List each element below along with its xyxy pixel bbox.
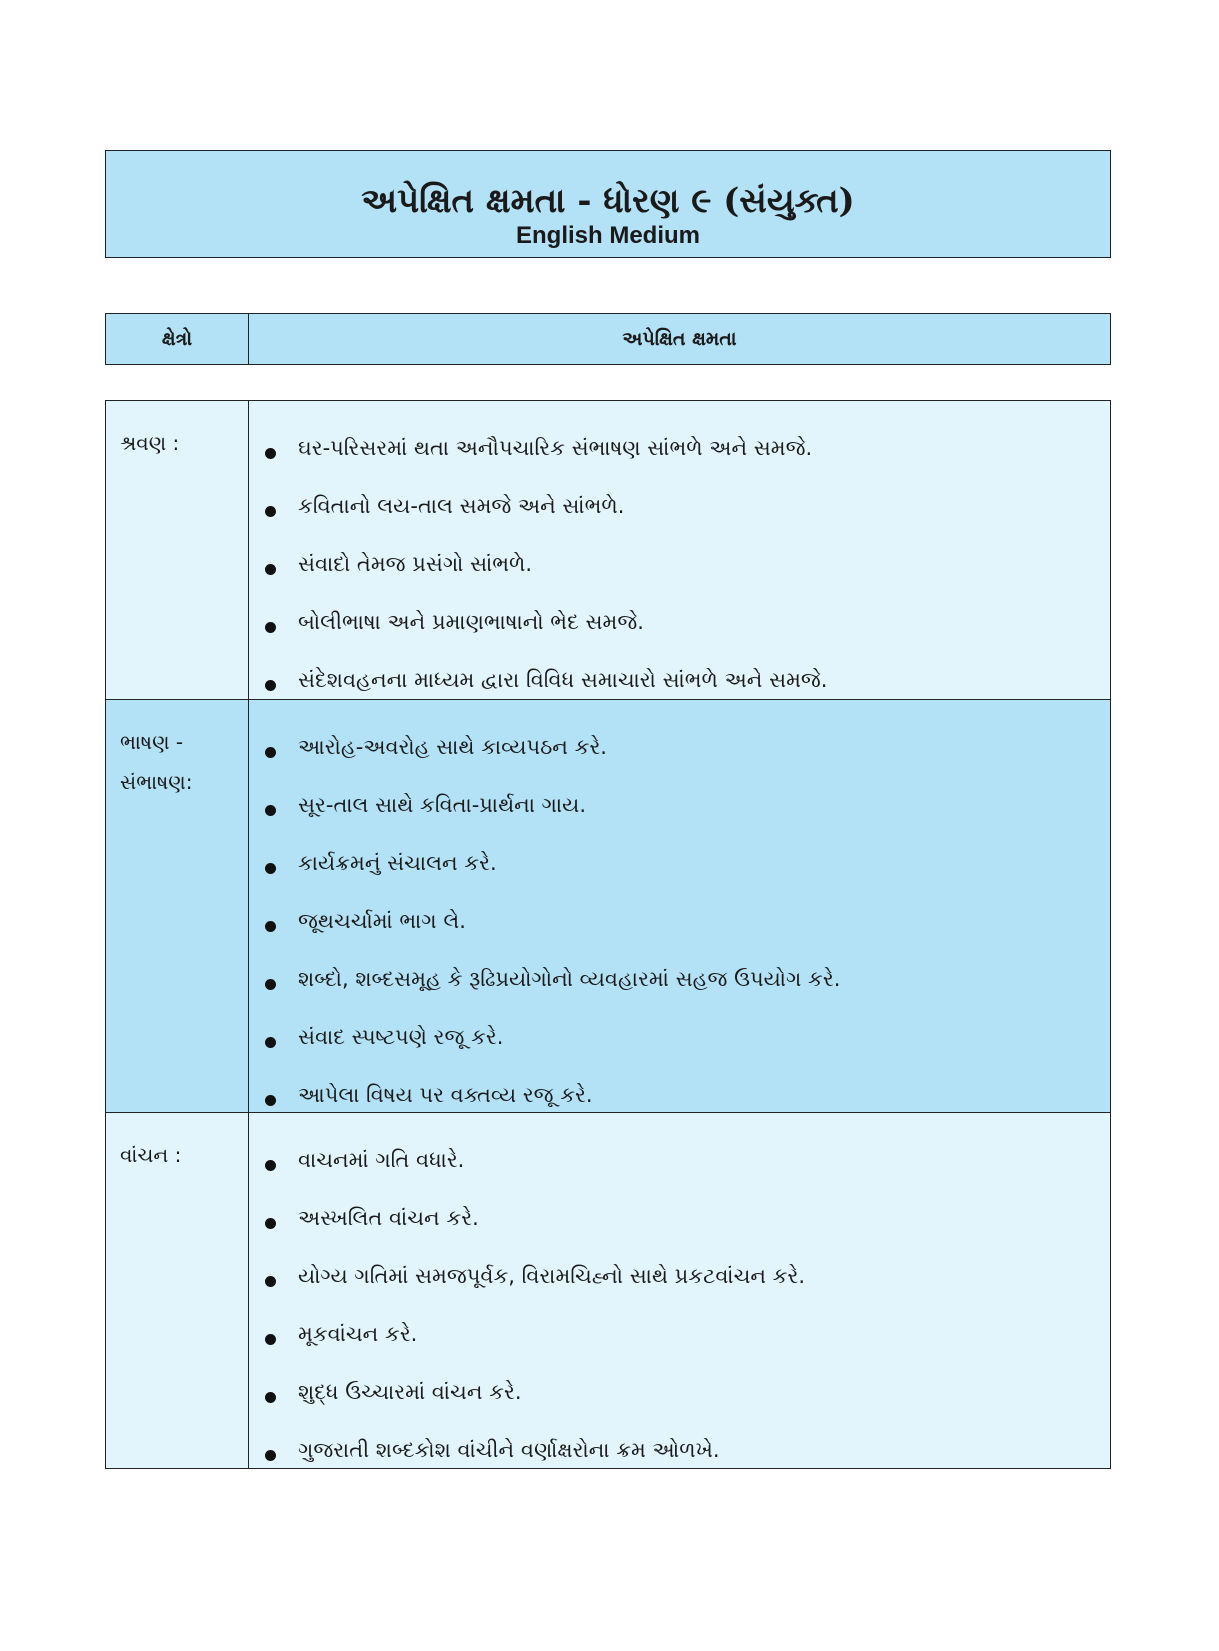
bullet-icon: [265, 1334, 276, 1345]
title-box: [105, 150, 1111, 258]
list-item: [265, 950, 1110, 1008]
list-item: [265, 419, 1110, 477]
items-cell: [249, 1113, 1110, 1468]
bullet-icon: [265, 1037, 276, 1048]
list-item: [265, 892, 1110, 950]
list-item: [265, 1131, 1110, 1189]
area-cell: [106, 700, 249, 1112]
item-text: ઘર-પરિસરમાં થતા અનૌપચારિક સંભાષણ સાંભળે અને સમજે.: [298, 435, 813, 460]
table-column-header: [105, 313, 1111, 365]
area-label-line-1: ભાષણ -: [120, 730, 184, 754]
list-item: [265, 535, 1110, 593]
bullet-icon: [265, 622, 276, 633]
list-item: [265, 1421, 1110, 1479]
table-row-reading: [106, 1112, 1110, 1468]
area-label-line-2: સંભાષણ:: [120, 770, 193, 794]
list-item: [265, 593, 1110, 651]
list-item: [265, 477, 1110, 535]
item-text: સૂર-તાલ સાથે કવિતા-પ્રાર્થના ગાય.: [298, 792, 586, 817]
item-text: આરોહ-અવરોહ સાથે કાવ્યપઠન કરે.: [298, 734, 607, 759]
list-item: [265, 1247, 1110, 1305]
item-text: અસ્ખલિત વાંચન કરે.: [298, 1205, 479, 1230]
item-text: વાચનમાં ગતિ વધારે.: [298, 1147, 465, 1172]
bullet-icon: [265, 1218, 276, 1229]
page-title: અપેક્ષિત ક્ષમતા - ધોરણ ૯ (સંયુક્ત): [361, 181, 855, 221]
list-item: [265, 1305, 1110, 1363]
list-item: [265, 1189, 1110, 1247]
bullet-icon: [265, 805, 276, 816]
bullet-icon: [265, 448, 276, 459]
list-item: [265, 1363, 1110, 1421]
item-text: શુદ્ધ ઉચ્ચારમાં વાંચન કરે.: [298, 1379, 522, 1404]
table-row-listening: [106, 401, 1110, 699]
item-text: ગુજરાતી શબ્દકોશ વાંચીને વર્ણાક્ષરોના ક્રમ ઓળખે.: [298, 1437, 720, 1462]
bullet-icon: [265, 1095, 276, 1106]
bullet-icon: [265, 564, 276, 575]
table-row-speaking: [106, 699, 1110, 1112]
bullet-icon: [265, 863, 276, 874]
list-item: [265, 718, 1110, 776]
bullet-icon: [265, 921, 276, 932]
list-item: [265, 776, 1110, 834]
item-text: જૂથચર્ચામાં ભાગ લે.: [298, 908, 466, 933]
items-cell: [249, 401, 1110, 699]
item-text: યોગ્ય ગતિમાં સમજપૂર્વક, વિરામચિહ્નો સાથે પ્રકટવાંચન કરે.: [298, 1263, 806, 1288]
item-text: શબ્દો, શબ્દસમૂહ કે રૂઢિપ્રયોગોનો વ્યવહારમાં સહજ ઉપયોગ કરે.: [298, 966, 841, 991]
bullet-icon: [265, 1160, 276, 1171]
area-cell: [106, 1113, 249, 1468]
item-text: સંવાદો તેમજ પ્રસંગો સાંભળે.: [298, 551, 533, 576]
bullet-icon: [265, 747, 276, 758]
item-text: કવિતાનો લય-તાલ સમજે અને સાંભળે.: [298, 493, 625, 518]
list-item: [265, 1008, 1110, 1066]
item-text: સંવાદ સ્પષ્ટપણે રજૂ કરે.: [298, 1024, 504, 1049]
bullet-icon: [265, 1392, 276, 1403]
bullet-icon: [265, 506, 276, 517]
item-text: કાર્યક્રમનું સંચાલન કરે.: [298, 850, 497, 875]
page-subtitle: English Medium: [515, 222, 700, 249]
bullet-icon: [265, 680, 276, 691]
bullet-icon: [265, 1276, 276, 1287]
list-item: [265, 834, 1110, 892]
area-label: શ્રવણ :: [120, 431, 180, 455]
item-text: મૂકવાંચન કરે.: [298, 1321, 418, 1346]
item-text: આપેલા વિષય પર વક્તવ્ય રજૂ કરે.: [298, 1082, 593, 1107]
item-text: બોલીભાષા અને પ્રમાણભાષાનો ભેદ સમજે.: [298, 609, 644, 634]
bullet-icon: [265, 1450, 276, 1461]
column-header-area: ક્ષેત્રો: [106, 314, 249, 364]
competency-table: [105, 400, 1111, 1469]
area-cell: [106, 401, 249, 699]
area-label: વાંચન :: [120, 1143, 182, 1167]
item-text: સંદેશવહનના માધ્યમ દ્વારા વિવિધ સમાચારો સાંભળે અને સમજે.: [298, 667, 828, 692]
items-cell: [249, 700, 1110, 1112]
column-header-competency: અપેક્ષિત ક્ષમતા: [622, 328, 737, 350]
bullet-icon: [265, 979, 276, 990]
